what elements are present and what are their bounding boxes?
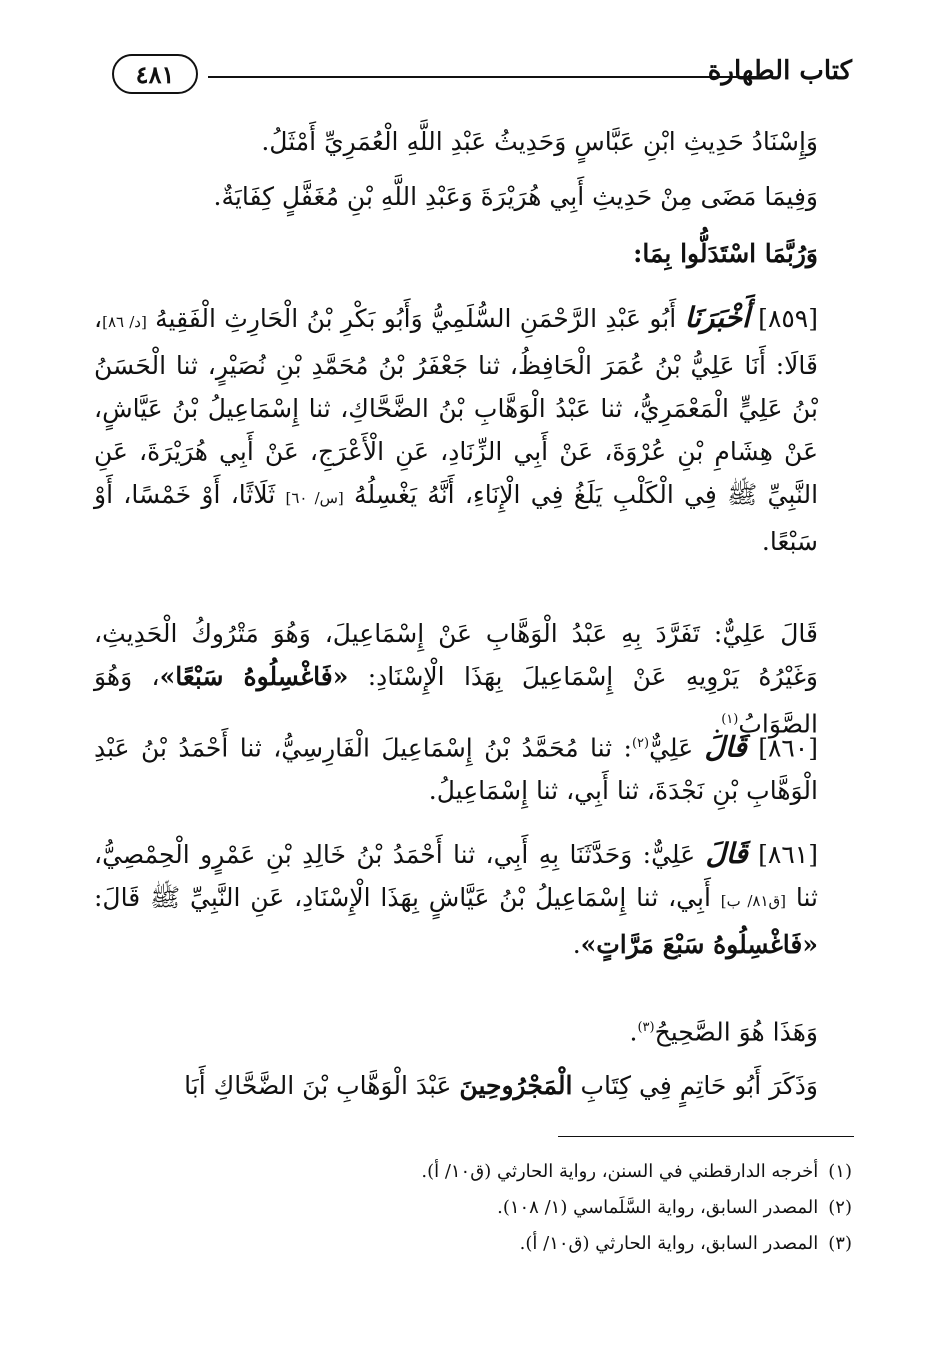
hadith-lead-word: أَخْبَرَنَا xyxy=(684,301,750,334)
footnote-number: (٣) xyxy=(828,1233,852,1254)
quoted-hadith: «فَاغْسِلُوهُ سَبْعَ مَرَّاتٍ» xyxy=(580,930,818,959)
footnote-separator xyxy=(558,1136,854,1137)
header-rule xyxy=(208,76,760,78)
hadith-text: : ثنا مُحَمَّدُ بْنُ إِسْمَاعِيلَ الْفَارِسِيُّ، ثنا أَحْمَدُ بْنُ عَبْدِ الْوَهَّابِ بْنِ نَجْدَةَ، ثنا أَبِي، ثنا إِسْمَاعِيلُ. xyxy=(94,733,818,806)
paragraph-sahih xyxy=(94,1006,818,1053)
manuscript-ref: [س/ ٦٠] xyxy=(285,489,344,507)
comment-text: ، وَهُوَ الصَّوَابُ xyxy=(94,662,818,739)
abu-hatim-text: عَبْدَ الْوَهَّابِ بْنَ الضَّحَّاكِ أَبَا xyxy=(184,1071,452,1100)
punctuation: . xyxy=(713,709,722,739)
comment-text: قَالَ عَلِيٌّ: تَفَرَّدَ بِهِ عَبْدُ الْوَهَّابِ عَنْ إِسْمَاعِيلَ، وَهُوَ مَتْرُوكُ الْحَدِيثِ، وَغَيْرُهُ يَرْوِيهِ عَنْ إِسْمَاعِيلَ بِهَذَا الْإِسْنَادِ: xyxy=(94,619,819,691)
hadith-lead-word: قَالَ xyxy=(704,730,747,764)
hadith-number: [٨٦١] xyxy=(758,840,818,869)
hadith-number: [٨٦٠] xyxy=(758,733,819,763)
abu-hatim-text: وَذَكَرَ أَبُو حَاتِمٍ فِي كِتَابِ xyxy=(580,1071,818,1100)
punctuation: . xyxy=(629,1017,638,1047)
hadith-859 xyxy=(94,296,818,563)
manuscript-ref: [ق٨١/ ب] xyxy=(720,892,787,910)
hadith-text: أَبِي، ثنا إِسْمَاعِيلُ بْنُ عَيَّاشٍ بِهَذَا الْإِسْنَادِ، عَنِ النَّبِيِّ ﷺ قَالَ: xyxy=(94,883,711,912)
hadith-text: ، قَالَا: أَنَا عَلِيُّ بْنُ عُمَرَ الْحَافِظُ، ثنا جَعْفَرُ بْنُ مُحَمَّدِ بْنِ نُصَيْرٍ، ثنا الْحَسَنُ بْنُ عَلِيٍّ الْمَعْمَرِيُّ، ثنا عَبْدُ الْوَهَّابِ بْنُ الضَّحَّاكِ، ثنا إِسْمَاعِيلُ بْنُ عَيَّاشٍ، عَنْ هِشَامِ بْنِ عُرْوَةَ، عَنْ أَبِي الزِّنَادِ، عَنِ الْأَعْرَجِ، عَنْ أَبِي هُرَيْرَةَ، عَنِ النَّبِيِّ ﷺ فِي الْكَلْبِ يَلَغُ فِي الْإِنَاءِ، أَنَّهُ يَغْسِلُهُ xyxy=(94,304,819,509)
hadith-text: عَلِيٌّ xyxy=(649,733,694,763)
paragraph-kifaya: وَفِيمَا مَضَى مِنْ حَدِيثِ أَبِي هُرَيْرَةَ وَعَبْدِ اللَّهِ بْنِ مُغَفَّلٍ كِفَايَةٌ. xyxy=(213,182,818,211)
footnote-marker[interactable]: (٣) xyxy=(637,1020,655,1035)
footnote-marker[interactable]: (٢) xyxy=(631,736,650,751)
page-number-badge xyxy=(112,54,198,94)
chapter-title: كتاب الطهارة xyxy=(707,56,852,86)
footnote-text: أخرجه الدارقطني في السنن، رواية الحارثي (ق١٠/ أ). xyxy=(421,1161,819,1182)
paragraph-rubbama: وَرُبَّمَا اسْتَدَلُّوا بِمَا: xyxy=(633,239,818,268)
footnote-text: المصدر السابق، رواية السَّلَماسي (١/ ١٠٨). xyxy=(497,1197,819,1218)
footnote-text: المصدر السابق، رواية الحارثي (ق١٠/ أ). xyxy=(519,1233,819,1254)
hadith-number: [٨٥٩] xyxy=(758,304,818,333)
hadith-text: عَلِيٌّ: وَحَدَّثَنَا بِهِ أَبِي، ثنا أَحْمَدُ بْنُ خَالِدِ بْنِ عَمْرٍو الْحِمْصِيُّ، ثنا xyxy=(94,840,818,912)
hadith-861 xyxy=(94,832,818,966)
punctuation: . xyxy=(572,930,581,959)
footnote-3 xyxy=(300,1230,852,1258)
manuscript-ref: [د/ ٨٦] xyxy=(102,313,147,331)
page-number: ٤٨١ xyxy=(135,59,175,89)
page-header xyxy=(112,54,852,102)
paragraph-abu-hatim xyxy=(94,1064,818,1107)
hadith-text: ثَلَاثًا، أَوْ خَمْسًا، أَوْ سَبْعًا. xyxy=(94,480,818,556)
sahih-text: وَهَذَا هُوَ الصَّحِيحُ xyxy=(654,1017,818,1047)
quoted-hadith: «فَاغْسِلُوهُ سَبْعًا» xyxy=(159,662,349,691)
hadith-lead-word: قَالَ xyxy=(705,837,748,870)
book-title: الْمَجْرُوحِينَ xyxy=(459,1071,573,1100)
footnote-marker[interactable]: (١) xyxy=(721,712,739,727)
hadith-text: أَبُو عَبْدِ الرَّحْمَنِ السُّلَمِيُّ وَأَبُو بَكْرِ بْنُ الْحَارِثِ الْفَقِيهُ xyxy=(155,304,677,333)
footnote-number: (٢) xyxy=(828,1197,852,1218)
paragraph-isnad: وَإِسْنَادُ حَدِيثِ ابْنِ عَبَّاسٍ وَحَدِيثُ عَبْدِ اللَّهِ الْعُمَرِيِّ أَمْثَلُ. xyxy=(261,127,818,156)
footnote-number: (١) xyxy=(828,1161,852,1182)
footnote-1 xyxy=(300,1158,852,1186)
hadith-860 xyxy=(94,722,818,812)
footnote-2 xyxy=(300,1194,852,1222)
